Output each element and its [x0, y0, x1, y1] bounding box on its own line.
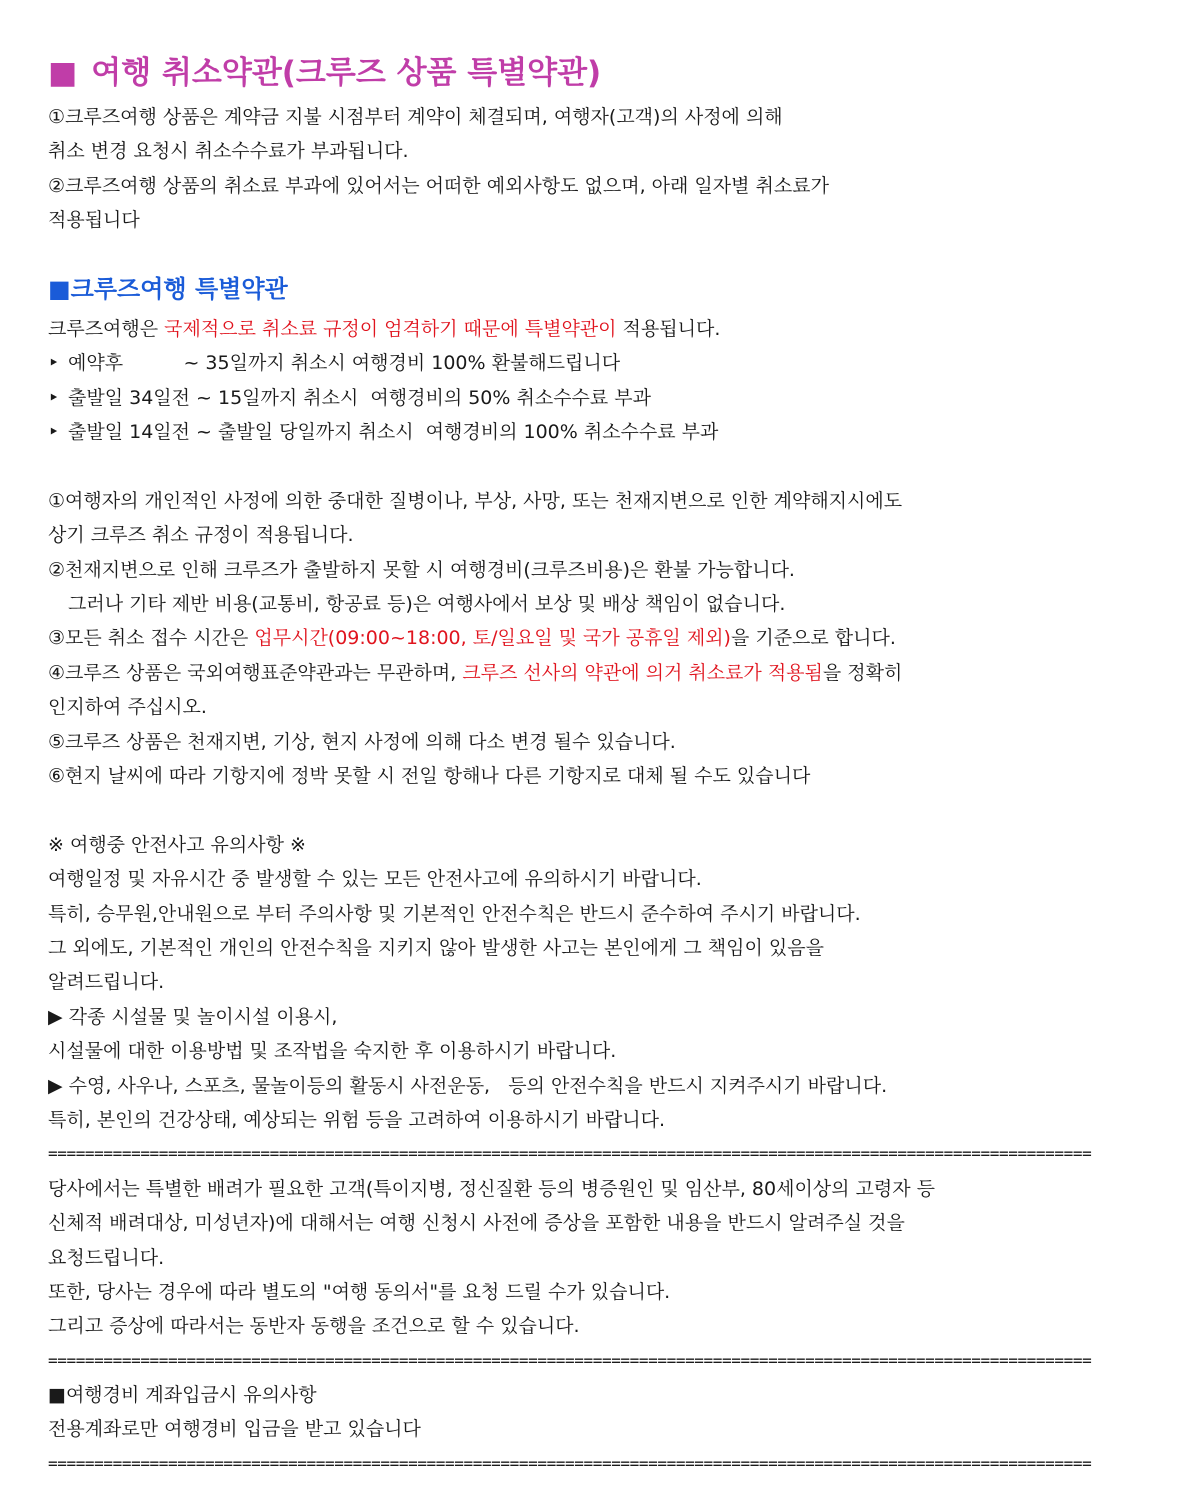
- care-line: 요청드립니다.: [48, 1246, 165, 1269]
- intro-line: ①크루즈여행 상품은 계약금 지불 시점부터 계약이 체결되며, 여행자(고객)의 사정에 의해: [48, 106, 783, 128]
- triangle-bullet-icon: ‣: [48, 421, 60, 444]
- rule-line: 인지하여 주십시오.: [48, 696, 207, 719]
- safety-line: ▶ 수영, 사우나, 스포츠, 물놀이등의 활동시 사전운동, 등의 안전수칙을 반드시 지켜주시기 바랍니다.: [48, 1074, 888, 1097]
- intro-line: 적용됩니다: [48, 209, 140, 232]
- square-bullet-icon: ■: [48, 55, 78, 91]
- care-line: 신체적 배려대상, 미성년자)에 대해서는 여행 신청시 사전에 증상을 포함한 내용을 반드시 알려주실 것을: [48, 1212, 905, 1235]
- safety-line: 알려드립니다.: [48, 971, 165, 994]
- rule-line: ②천재지변으로 인해 크루즈가 출발하지 못할 시 여행경비(크루즈비용)은 환불 가능합니다.: [48, 558, 795, 581]
- safety-line: 여행일정 및 자유시간 중 발생할 수 있는 모든 안전사고에 유의하시기 바랍니다.: [48, 868, 702, 891]
- rule-line: ⑤크루즈 상품은 천재지변, 기상, 현지 사정에 의해 다소 변경 될수 있습니다.: [48, 730, 676, 753]
- care-line: 또한, 당사는 경우에 따라 별도의 "여행 동의서"를 요청 드릴 수가 있습니다.: [48, 1280, 671, 1303]
- separator-line: =================================================================================================================: [48, 1350, 1092, 1370]
- care-line: 그리고 증상에 따라서는 동반자 동행을 조건으로 할 수 있습니다.: [48, 1315, 580, 1338]
- triangle-bullet-icon: ‣: [48, 352, 60, 375]
- triangle-bullet-icon: ‣: [48, 386, 60, 409]
- safety-line: 시설물에 대한 이용방법 및 조작법을 숙지한 후 이용하시기 바랍니다.: [48, 1040, 617, 1063]
- rule-line: 상기 크루즈 취소 규정이 적용됩니다.: [48, 524, 354, 547]
- safety-line: 그 외에도, 기본적인 개인의 안전수칙을 지키지 않아 발생한 사고는 본인에게 그 책임이 있음을: [48, 936, 824, 959]
- page-title-text: 여행 취소약관(크루즈 상품 특별약관): [91, 55, 602, 91]
- rule-line: ④크루즈 상품은 국외여행표준약관과는 무관하며, 크루즈 선사의 약관에 의거 취소료가 적용됨을 정확히: [48, 661, 903, 684]
- separator-line: =================================================================================================================: [48, 1144, 1092, 1164]
- safety-heading: ※ 여행중 안전사고 유의사항 ※: [48, 833, 306, 856]
- rule-line: ①여행자의 개인적인 사정에 의한 중대한 질병이나, 부상, 사망, 또는 천재지변으로 인한 계약해지시에도: [48, 489, 903, 512]
- document-page: [48, 50, 1158, 1481]
- special-terms-highlight: 국제적으로 취소료 규정이 엄격하기 때문에 특별약관이: [164, 317, 617, 340]
- business-hours-highlight: 업무시간(09:00~18:00, 토/일요일 및 국가 공휴일 제외): [254, 627, 731, 650]
- cruise-terms-highlight: 크루즈 선사의 약관에 의거 취소료가 적용됨: [462, 661, 823, 684]
- safety-line: 특히, 승무원,안내원으로 부터 주의사항 및 기본적인 안전수칙은 반드시 준수하여 주시기 바랍니다.: [48, 902, 861, 925]
- refund-rule-item: ‣ 예약후 ~ 35일까지 취소시 여행경비 100% 환불해드립니다: [48, 346, 1158, 380]
- refund-rule-item: ‣ 출발일 14일전 ~ 출발일 당일까지 취소시 여행경비의 100% 취소수수료 부과: [48, 415, 1158, 449]
- safety-line: 특히, 본인의 건강상태, 예상되는 위험 등을 고려하여 이용하시기 바랍니다.: [48, 1108, 666, 1131]
- special-terms-lead: 크루즈여행은 국제적으로 취소료 규정이 엄격하기 때문에 특별약관이 적용됩니다.: [48, 317, 721, 340]
- rule-line: 그러나 기타 제반 비용(교통비, 항공료 등)은 여행사에서 보상 및 배상 책임이 없습니다.: [68, 593, 786, 616]
- rule-line: ③모든 취소 접수 시간은 업무시간(09:00~18:00, 토/일요일 및 국가 공휴일 제외)을 기준으로 합니다.: [48, 627, 896, 650]
- separator-line: =================================================================================================================: [48, 1453, 1092, 1473]
- special-terms-heading: ■크루즈여행 특별약관: [48, 274, 288, 303]
- refund-rule-item: ‣ 출발일 34일전 ~ 15일까지 취소시 여행경비의 50% 취소수수료 부과: [48, 381, 1158, 415]
- page-title: [48, 50, 1158, 100]
- rule-line: ⑥현지 날씨에 따라 기항지에 정박 못할 시 전일 항해나 다른 기항지로 대체 될 수도 있습니다: [48, 765, 811, 788]
- care-line: 당사에서는 특별한 배려가 필요한 고객(특이지병, 정신질환 등의 병증원인 및 임산부, 80세이상의 고령자 등: [48, 1177, 936, 1200]
- intro-line: 취소 변경 요청시 취소수수료가 부과됩니다.: [48, 140, 409, 163]
- intro-line: ②크루즈여행 상품의 취소료 부과에 있어서는 어떠한 예외사항도 없으며, 아래 일자별 취소료가: [48, 174, 829, 197]
- safety-line: ▶ 각종 시설물 및 놀이시설 이용시,: [48, 1005, 338, 1028]
- payment-line: 전용계좌로만 여행경비 입금을 받고 있습니다: [48, 1418, 421, 1441]
- payment-heading: ■여행경비 계좌입금시 유의사항: [48, 1384, 317, 1407]
